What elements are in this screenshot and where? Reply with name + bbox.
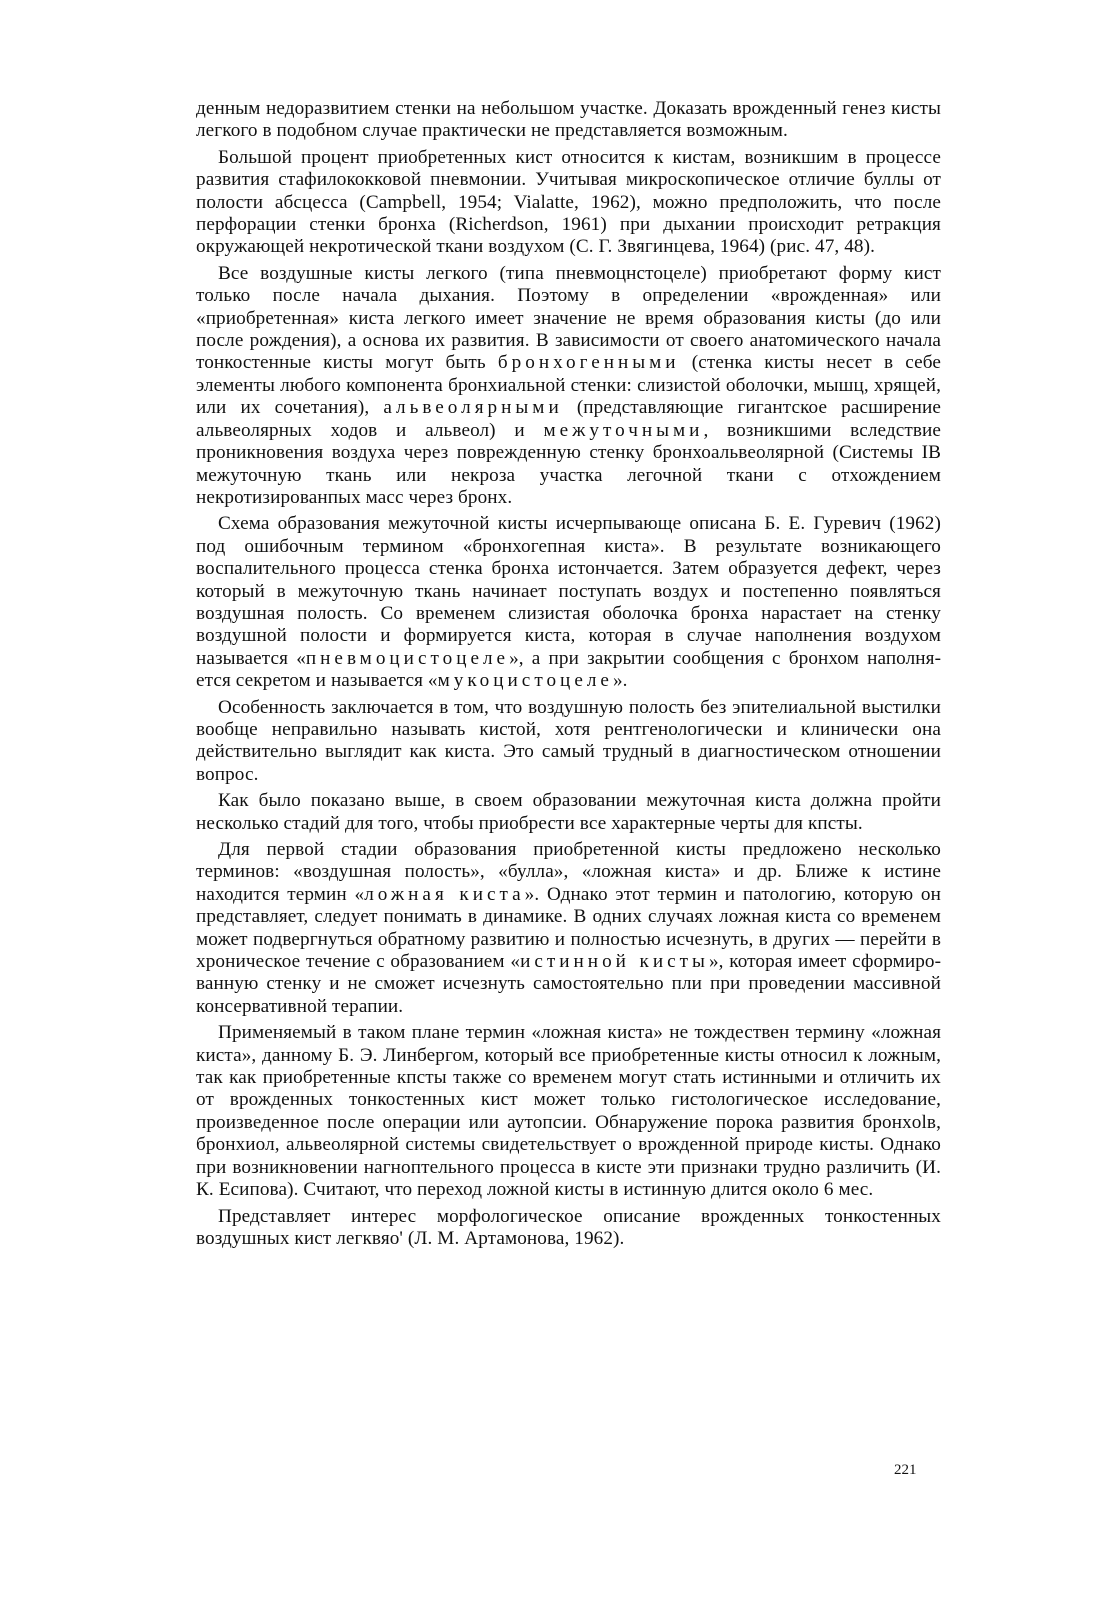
spaced-term: пневмоцистоцеле (305, 647, 510, 669)
text-run: (представляющие гигантское расширение альвеолярных ходов и альвеол) и (196, 397, 941, 441)
paragraph (196, 697, 941, 787)
spaced-term: мукоцистоцеле (437, 670, 613, 692)
text-run: », а при закрытии сообщения с бронхом наполняется секретом и называется « (196, 647, 941, 692)
text-run: Применяемый в таком плане термин «ложная киста» не тождествен термину «ложная киста», данному Б. Э. Линбергом, который все приобретенные кисты относил к ложным, так как приобретенные кпсты также со временем могут стать истинными и отличить их от врожденных тонкостенных кист может только гистологическое исследование, произведенное после операции или аутопсии. Обнаружение порока развития бронхolв, бронхиол, альвеолярной системы свидетельствует о врожденной природе кисты. Однако при возникновении нагноптельного процесса в кисте эти признаки трудно различить (И. К. Есипова). Считают, что переход ложной кисты в истинную длится около 6 мес. (196, 1022, 941, 1201)
text-run: денным недоразвитием стенки на небольшом участке. Доказать врожденный генез кисты легкого в подобном случае практически не представляется возможным. (196, 98, 941, 142)
paragraph (196, 839, 941, 1018)
spaced-term: ложная киста (364, 883, 525, 905)
text-run: Для первой стадии образования приобретенной кисты предложено несколько терминов: «воздушная полость», «булла», «ложная киста» и др. Ближе к истине находится термин « (196, 839, 941, 905)
text-run: ». Однако этот термин и патологию, которую он представляет, следует понимать в динамике. В одних случаях ложная киста со временем может подвергнуться обратному развитию и полностью исчезнуть, в других — перейти в хроническое течение с образованием « (196, 883, 941, 973)
paragraph (196, 263, 941, 509)
text-run: Схема образования межуточной кисты исчерпывающе описана Б. Е. Гуревич (1962) под ошибочным термином «бронхогепная киста». В результате возникающего воспалительного процесса стенка бронха истончается. Затем образуется дефект, через который в межуточную ткань начинает поступать воздух и постепенно появляться воздушная полость. Со временем слизистая оболочка бронха нарастает на стенку воздушной полости и формируется киста, которая в случае наполнения воздухом называется « (196, 513, 941, 669)
text-run: Все воздушные кисты легкого (типа пневмоцнстоцеле) приобретают форму кист только после начала дыхания. Поэтому в определении «врожденная» или «приобретенная» киста легкого имеет значение не время образования кисты (до или после рождения), а основа их развития. В зависимости от своего анатомического начала тонкостенные кисты могут быть (196, 262, 941, 374)
text-run: Большой процент приобретенных кист относится к кистам, возникшим в процессе развития стафилококковой пневмонии. Учитывая микроскопическое отличие буллы от полости абсцесса (Campbell, 1954; Vialatte, 1962), можно предположить, что после перфорации стенки бронха (Richerdson, 1961) при дыхании происходит ретракция окружающей некротической ткани воздухом (С. Г. Звягинцева, 1964) (рис. 47, 48). (196, 146, 941, 258)
text-run: ». (612, 670, 628, 692)
text-run: (стенка кисты несет в себе элементы любого компонента бронхиальной стенки: слизистой оболочки, мышц, хрящей, или их сочетания), (196, 352, 941, 419)
paragraph (196, 98, 941, 143)
page-text-body (196, 98, 941, 1254)
spaced-term: истинной кисты (520, 951, 709, 973)
spaced-term: межуточными (543, 419, 704, 441)
paragraph (196, 147, 941, 259)
paragraph (196, 1206, 941, 1251)
text-run: , возникшими вследствие проникновения воздуха через поврежденную стенку бронхоальвеолярной (Системы IB межуточную ткань или некроза участка легочной ткани с отхождением некротизированпых масс через бронх. (196, 419, 941, 508)
text-run: », которая имеет сформированную стенку и не сможет исчезнуть самостоятельно пли при проведении массивной консервативной терапии. (196, 951, 941, 1017)
paragraph (196, 513, 941, 692)
spaced-term: альвеолярными (383, 397, 563, 419)
text-run: Представляет интерес морфологическое описание врожденных тонкостенных воздушных кист легквяо' (Л. М. Артамонова, 1962). (196, 1205, 941, 1249)
text-run: Особенность заключается в том, что воздушную полость без эпителиальной выстилки вообще неправильно называть кистой, хотя рентгенологически и клинически она действительно выглядит как киста. Это самый трудный в диагностическом отношении вопрос. (196, 696, 941, 785)
paragraph (196, 790, 941, 835)
text-run: Как было показано выше, в своем образовании межуточная киста должна пройти несколько стадий для того, чтобы приобрести все характерные черты для кпсты. (196, 790, 941, 834)
page-number: 221 (894, 1462, 917, 1478)
paragraph (196, 1022, 941, 1201)
spaced-term: бронхогенными (497, 352, 680, 374)
